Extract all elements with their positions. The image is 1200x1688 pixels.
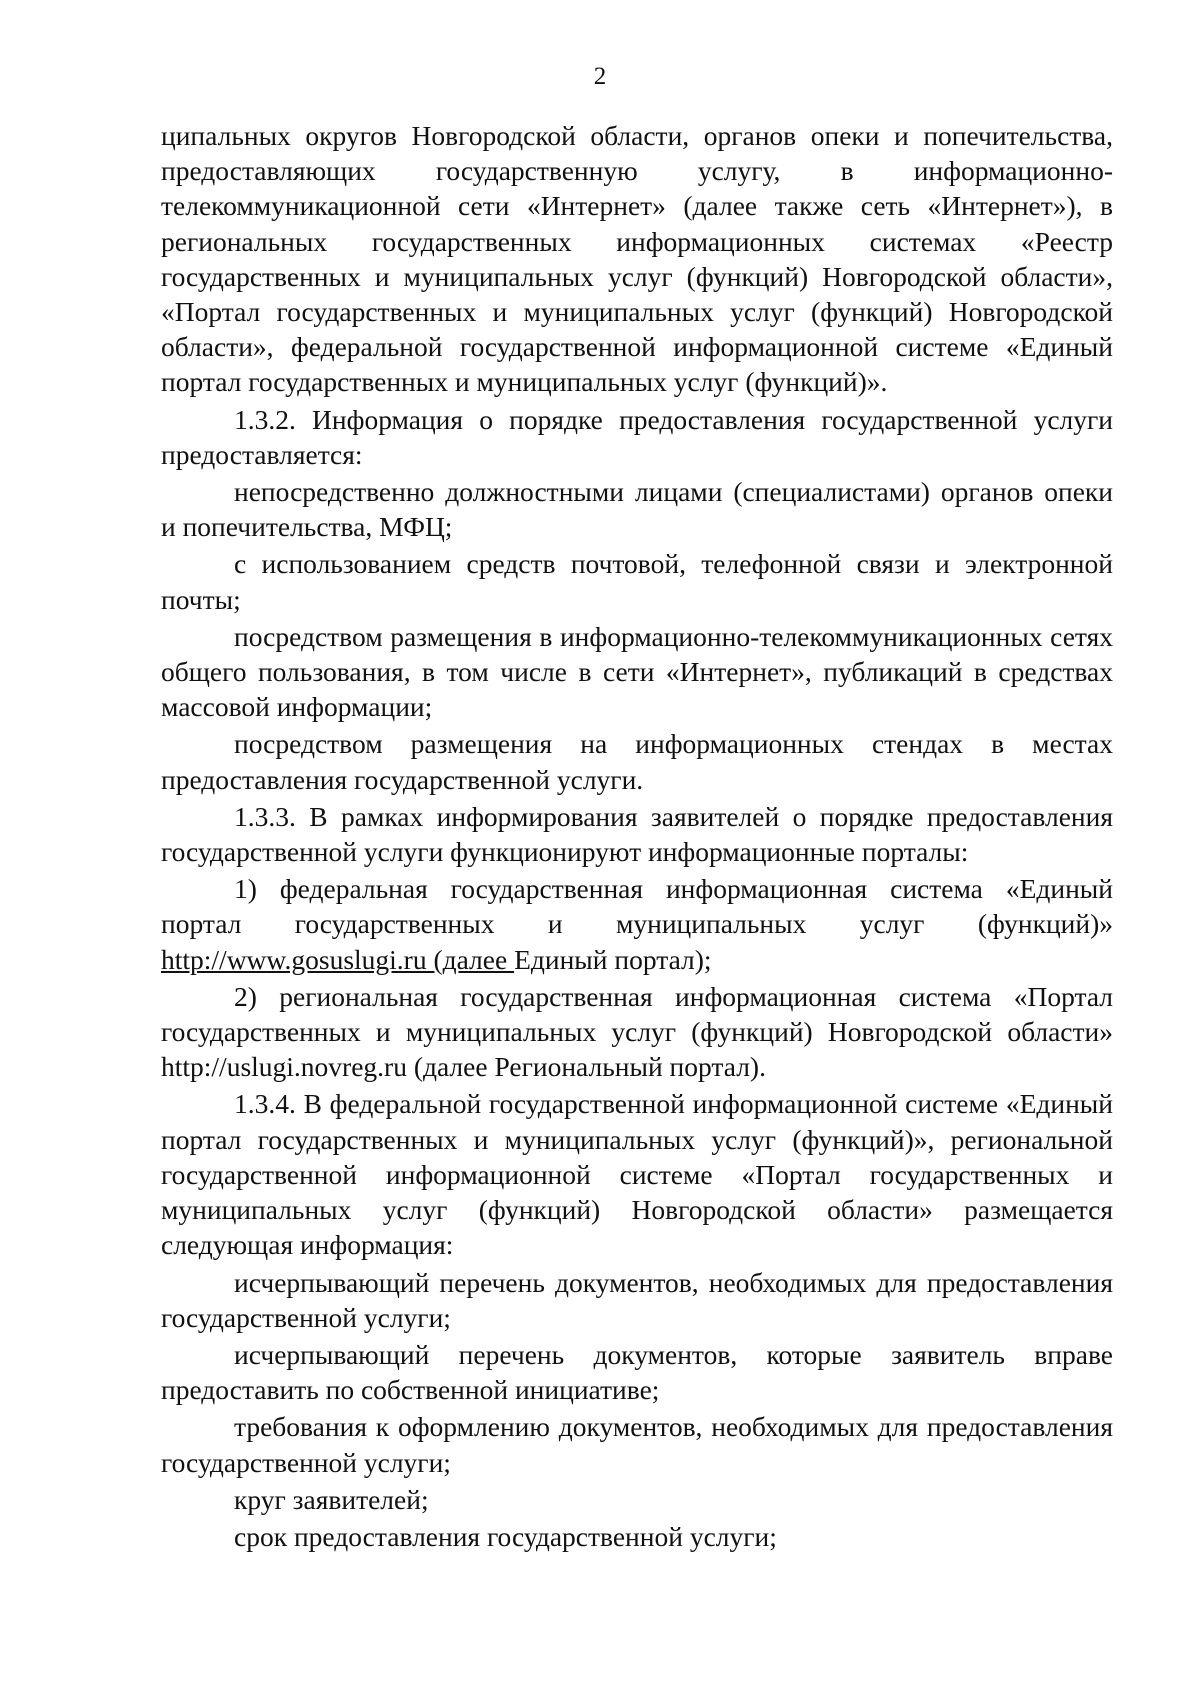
document-body xyxy=(161,118,1113,1554)
paragraph-documents-list: исчерпывающий перечень документов, необходимых для предоставления государственной услуги; xyxy=(161,1266,1113,1333)
paragraph-regional-portal: 2) региональная государственная информационная система «Портал государственных и муниципальных услуг (функций) Новгородской области» http://uslugi.novreg.ru (далее Региональный портал). xyxy=(161,980,1113,1083)
paragraph-1-3-4: 1.3.4. В федеральной государственной информационной системе «Единый портал государственных и муниципальных услуг (функций)», региональной государственной информационной системе «Портал государственных и муниципальных услуг (функций) Новгородской области» размещается следующая информация: xyxy=(161,1088,1113,1261)
paragraph-officials: непосредственно должностными лицами (специалистами) органов опеки и попечительства, МФЦ; xyxy=(161,476,1113,543)
paragraph-stands: посредством размещения на информационных стендах в местах предоставления государственной услуги. xyxy=(161,728,1113,795)
paragraph-communication: с использованием средств почтовой, телефонной связи и электронной почты; xyxy=(161,548,1113,615)
paragraph-networks: посредством размещения в информационно-телекоммуникационных сетях общего пользования, в том числе в сети «Интернет», публикаций в средствах массовой информации; xyxy=(161,620,1113,723)
paragraph-continuation: ципальных округов Новгородской области, органов опеки и попечительства, предоставляющих государственную услугу, в информационно-телекоммуникационной сети «Интернет» (далее также сеть «Интернет»), в региональных государственных информационных системах «Реестр государственных и муниципальных услуг (функций) Новгородской области», «Портал государственных и муниципальных услуг (функций) Новгородской области», федеральной государственной информационной системе «Единый портал государственных и муниципальных услуг (функций)». xyxy=(161,120,1113,398)
paragraph-document-requirements: требования к оформлению документов, необходимых для предоставления государственной услуги; xyxy=(161,1411,1113,1478)
paragraph-1-3-3: 1.3.3. В рамках информирования заявителей о порядке предоставления государственной услуги функционируют информационные порталы: xyxy=(161,800,1113,868)
paragraph-service-term: срок предоставления государственной услуги; xyxy=(234,1520,777,1552)
federal-portal-text: 1) федеральная государственная информационная система «Единый портал государственных и муниципальных услуг (функций)» xyxy=(161,873,1113,940)
paragraph-federal-portal xyxy=(161,871,1113,977)
federal-portal-suffix: Единый портал); xyxy=(514,943,712,975)
paragraph-applicants: круг заявителей; xyxy=(234,1483,429,1515)
page-number: 2 xyxy=(593,63,607,90)
paragraph-1-3-2: 1.3.2. Информация о порядке предоставления государственной услуги предоставляется: xyxy=(161,403,1113,470)
paragraph-optional-documents: исчерпывающий перечень документов, которые заявитель вправе предоставить по собственной инициативе; xyxy=(161,1338,1113,1406)
gosuslugi-link[interactable]: http://www.gosuslugi.ru (далее xyxy=(161,943,515,975)
